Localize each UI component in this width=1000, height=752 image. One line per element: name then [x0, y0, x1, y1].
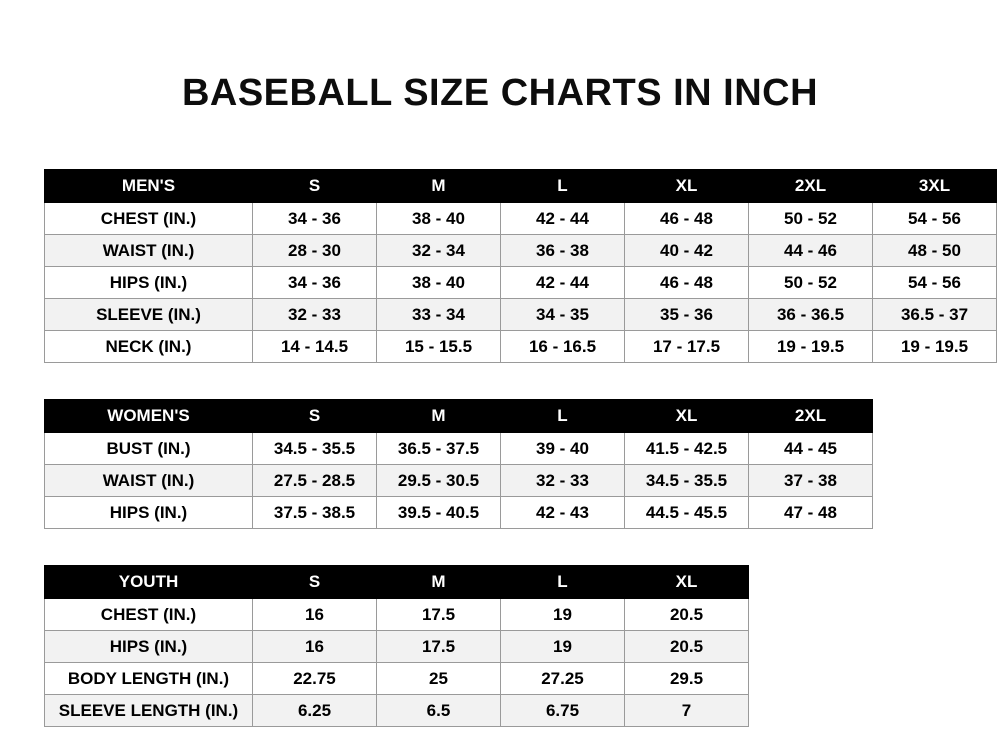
cell: 54 - 56 — [873, 267, 997, 299]
row-label: SLEEVE (IN.) — [45, 299, 253, 331]
youth-size-table — [44, 565, 749, 727]
row-label: HIPS (IN.) — [45, 267, 253, 299]
row-label: WAIST (IN.) — [45, 465, 253, 497]
table-row — [45, 331, 997, 363]
cell: 19 — [501, 599, 625, 631]
table-row — [45, 497, 873, 529]
cell: 14 - 14.5 — [253, 331, 377, 363]
table-row — [45, 235, 997, 267]
cell: 34.5 - 35.5 — [253, 433, 377, 465]
youth-header-m: M — [377, 566, 501, 599]
mens-table-header — [45, 170, 997, 203]
cell: 38 - 40 — [377, 267, 501, 299]
cell: 16 - 16.5 — [501, 331, 625, 363]
cell: 42 - 44 — [501, 203, 625, 235]
mens-size-table — [44, 169, 997, 363]
table-row — [45, 433, 873, 465]
row-label: BUST (IN.) — [45, 433, 253, 465]
table-row — [45, 631, 749, 663]
cell: 42 - 43 — [501, 497, 625, 529]
table-header-row — [45, 400, 873, 433]
cell: 36.5 - 37 — [873, 299, 997, 331]
mens-header-m: M — [377, 170, 501, 203]
cell: 46 - 48 — [625, 267, 749, 299]
charts-container — [0, 169, 1000, 727]
mens-table-body — [45, 203, 997, 363]
cell: 29.5 - 30.5 — [377, 465, 501, 497]
womens-header-2xl: 2XL — [749, 400, 873, 433]
cell: 27.5 - 28.5 — [253, 465, 377, 497]
cell: 39.5 - 40.5 — [377, 497, 501, 529]
cell: 44 - 46 — [749, 235, 873, 267]
mens-header-3xl: 3XL — [873, 170, 997, 203]
youth-table-body — [45, 599, 749, 727]
cell: 28 - 30 — [253, 235, 377, 267]
cell: 6.75 — [501, 695, 625, 727]
table-row — [45, 695, 749, 727]
cell: 20.5 — [625, 631, 749, 663]
cell: 36 - 36.5 — [749, 299, 873, 331]
table-row — [45, 599, 749, 631]
row-label: CHEST (IN.) — [45, 203, 253, 235]
womens-header-m: M — [377, 400, 501, 433]
cell: 15 - 15.5 — [377, 331, 501, 363]
cell: 27.25 — [501, 663, 625, 695]
youth-table-header — [45, 566, 749, 599]
cell: 19 - 19.5 — [749, 331, 873, 363]
cell: 35 - 36 — [625, 299, 749, 331]
cell: 17.5 — [377, 631, 501, 663]
youth-header-category: YOUTH — [45, 566, 253, 599]
cell: 46 - 48 — [625, 203, 749, 235]
cell: 32 - 34 — [377, 235, 501, 267]
cell: 19 — [501, 631, 625, 663]
cell: 34 - 35 — [501, 299, 625, 331]
womens-header-s: S — [253, 400, 377, 433]
cell: 34.5 - 35.5 — [625, 465, 749, 497]
row-label: WAIST (IN.) — [45, 235, 253, 267]
cell: 47 - 48 — [749, 497, 873, 529]
cell: 36 - 38 — [501, 235, 625, 267]
table-row — [45, 203, 997, 235]
cell: 29.5 — [625, 663, 749, 695]
cell: 34 - 36 — [253, 203, 377, 235]
cell: 32 - 33 — [501, 465, 625, 497]
cell: 22.75 — [253, 663, 377, 695]
cell: 25 — [377, 663, 501, 695]
table-header-row — [45, 566, 749, 599]
cell: 20.5 — [625, 599, 749, 631]
womens-table-body — [45, 433, 873, 529]
cell: 40 - 42 — [625, 235, 749, 267]
cell: 17 - 17.5 — [625, 331, 749, 363]
cell: 19 - 19.5 — [873, 331, 997, 363]
womens-table-header — [45, 400, 873, 433]
cell: 41.5 - 42.5 — [625, 433, 749, 465]
womens-header-l: L — [501, 400, 625, 433]
table-row — [45, 663, 749, 695]
youth-header-l: L — [501, 566, 625, 599]
cell: 37 - 38 — [749, 465, 873, 497]
cell: 16 — [253, 599, 377, 631]
table-row — [45, 299, 997, 331]
cell: 32 - 33 — [253, 299, 377, 331]
cell: 6.25 — [253, 695, 377, 727]
mens-header-xl: XL — [625, 170, 749, 203]
mens-header-category: MEN'S — [45, 170, 253, 203]
cell: 36.5 - 37.5 — [377, 433, 501, 465]
womens-header-category: WOMEN'S — [45, 400, 253, 433]
row-label: SLEEVE LENGTH (IN.) — [45, 695, 253, 727]
youth-header-s: S — [253, 566, 377, 599]
cell: 37.5 - 38.5 — [253, 497, 377, 529]
row-label: HIPS (IN.) — [45, 497, 253, 529]
cell: 39 - 40 — [501, 433, 625, 465]
row-label: HIPS (IN.) — [45, 631, 253, 663]
youth-header-xl: XL — [625, 566, 749, 599]
cell: 44 - 45 — [749, 433, 873, 465]
table-header-row — [45, 170, 997, 203]
mens-header-2xl: 2XL — [749, 170, 873, 203]
row-label: CHEST (IN.) — [45, 599, 253, 631]
cell: 42 - 44 — [501, 267, 625, 299]
cell: 34 - 36 — [253, 267, 377, 299]
table-row — [45, 267, 997, 299]
mens-header-l: L — [501, 170, 625, 203]
cell: 48 - 50 — [873, 235, 997, 267]
page-title: BASEBALL SIZE CHARTS IN INCH — [181, 72, 819, 114]
cell: 6.5 — [377, 695, 501, 727]
row-label: NECK (IN.) — [45, 331, 253, 363]
table-row — [45, 465, 873, 497]
row-label: BODY LENGTH (IN.) — [45, 663, 253, 695]
cell: 17.5 — [377, 599, 501, 631]
cell: 16 — [253, 631, 377, 663]
cell: 38 - 40 — [377, 203, 501, 235]
cell: 50 - 52 — [749, 267, 873, 299]
mens-header-s: S — [253, 170, 377, 203]
womens-size-table — [44, 399, 873, 529]
cell: 33 - 34 — [377, 299, 501, 331]
cell: 50 - 52 — [749, 203, 873, 235]
cell: 44.5 - 45.5 — [625, 497, 749, 529]
womens-header-xl: XL — [625, 400, 749, 433]
cell: 7 — [625, 695, 749, 727]
cell: 54 - 56 — [873, 203, 997, 235]
